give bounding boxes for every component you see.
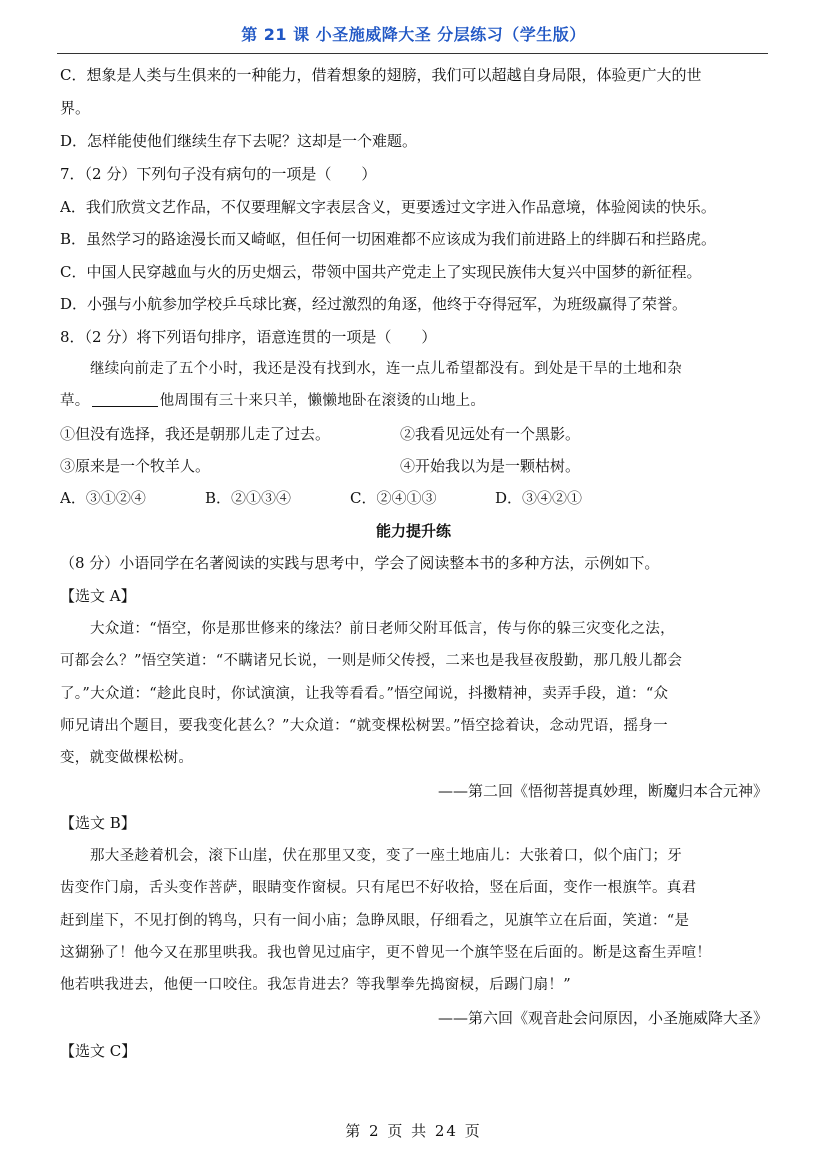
q8-option-c: C．②④①③ — [350, 489, 437, 507]
q8-sentences-row2 — [60, 456, 772, 476]
excerpt-b-line: 齿变作门扇，舌头变作菩萨，眼睛变作窗棂。只有尾巴不好收拾，竖在后面，变作一根旗竿。真君 — [60, 880, 697, 896]
q8-sentence-1: ①但没有选择，我还是朝那儿走了过去。 — [60, 425, 331, 443]
q8-option-a: A．③①②④ — [60, 489, 146, 507]
excerpt-a-line: 变，就变做棵松树。 — [60, 750, 194, 766]
excerpt-b-line: 赶到崖下，不见打倒的鸨鸟，只有一间小庙；急睁凤眼，仔细看之，见旗竿立在后面，笑道：“是 — [60, 913, 690, 929]
q8-sentence-2: ②我看见远处有一个黑影。 — [400, 425, 581, 443]
q8-option-b: B．②①③④ — [205, 489, 292, 507]
reading-intro: （8 分）小语同学在名著阅读的实践与思考中，学会了阅读整本书的多种方法，示例如下。 — [60, 554, 660, 572]
q8-passage-post: 他周围有三十来只羊，懒懒地卧在滚烫的山地上。 — [159, 393, 486, 409]
excerpt-b-source: ——第六回《观音赴会问原因，小圣施威降大圣》 — [437, 1009, 768, 1027]
q8-sentence-4: ④开始我以为是一颗枯树。 — [400, 457, 581, 475]
q6-option-c-line1: C．想象是人类与生俱来的一种能力，借着想象的翅膀，我们可以超越自身局限，体验更广大的世 — [60, 66, 702, 84]
excerpt-b-line: 这猢狲了！他今又在那里哄我。我也曾见过庙宇，更不曾见一个旗竿竖在后面的。断是这畜生弄喧！ — [60, 945, 712, 961]
page-header-title: 第 21 课 小圣施威降大圣 分层练习（学生版） — [241, 25, 586, 44]
q8-passage-line2 — [60, 391, 772, 411]
excerpt-a-line: 大众道：“悟空，你是那世修来的缘法？前日老师父附耳低言，传与你的躲三灾变化之法， — [90, 621, 675, 637]
q8-options — [60, 488, 772, 508]
excerpt-b-line: 那大圣趁着机会，滚下山崖，伏在那里又变，变了一座土地庙儿：大张着口，似个庙门；牙 — [90, 848, 682, 864]
q6-option-c-line2: 界。 — [60, 99, 91, 117]
excerpt-a-line: 可都会么？”悟空笑道：“不瞒诸兄长说，一则是师父传授，二来也是我昼夜殷勤，那几般儿都会 — [60, 653, 683, 669]
section-title: 能力提升练 — [375, 522, 451, 540]
q7-option-a: A．我们欣赏文艺作品，不仅要理解文字表层含义，更要透过文字进入作品意境，体验阅读的快乐。 — [60, 198, 716, 216]
excerpt-a-line: 师兄请出个题目，要我变化甚么？”大众道：“就变棵松树罢。”悟空捻着诀，念动咒语，摇身一 — [60, 718, 668, 734]
q7-option-d: D．小强与小航参加学校乒乓球比赛，经过激烈的角逐，他终于夺得冠军，为班级赢得了荣誉。 — [60, 295, 688, 313]
excerpt-b-line: 他若哄我进去，他便一口咬住。我怎肯进去？等我掣拳先捣窗棂，后踢门扇！” — [60, 977, 571, 993]
excerpt-a-line: 了。”大众道：“趁此良时，你试演演，让我等看看。”悟空闻说，抖擞精神，卖弄手段，道：“众 — [60, 686, 669, 702]
q8-stem: 8．（2 分）将下列语句排序，语意连贯的一项是（ ） — [60, 328, 437, 346]
excerpt-b-label: 【选文 B】 — [60, 814, 136, 832]
q8-sentence-3: ③原来是一个牧羊人。 — [60, 457, 211, 475]
q6-option-d: D．怎样能使他们继续生存下去呢？这却是一个难题。 — [60, 132, 418, 150]
excerpt-a-source: ——第二回《悟彻菩提真妙理，断魔归本合元神》 — [437, 782, 768, 800]
q7-option-b: B．虽然学习的路途漫长而又崎岖，但任何一切困难都不应该成为我们前进路上的绊脚石和拦路虎。 — [60, 230, 717, 248]
answer-blank — [92, 392, 158, 407]
q8-sentences-row1 — [60, 424, 772, 444]
q8-passage-pre: 草。 — [60, 393, 90, 409]
q7-stem: 7．（2 分）下列句子没有病句的一项是（ ） — [60, 165, 377, 183]
header-divider — [57, 53, 768, 54]
q8-passage-line1: 继续向前走了五个小时，我还是没有找到水，连一点儿希望都没有。到处是干旱的土地和杂 — [90, 361, 682, 377]
excerpt-c-label: 【选文 C】 — [60, 1042, 137, 1060]
excerpt-a-label: 【选文 A】 — [60, 587, 136, 605]
q7-option-c: C．中国人民穿越血与火的历史烟云，带领中国共产党走上了实现民族伟大复兴中国梦的新征程。 — [60, 263, 702, 281]
q8-option-d: D．③④②① — [495, 489, 583, 507]
page-number: 第 2 页 共 24 页 — [345, 1122, 482, 1140]
